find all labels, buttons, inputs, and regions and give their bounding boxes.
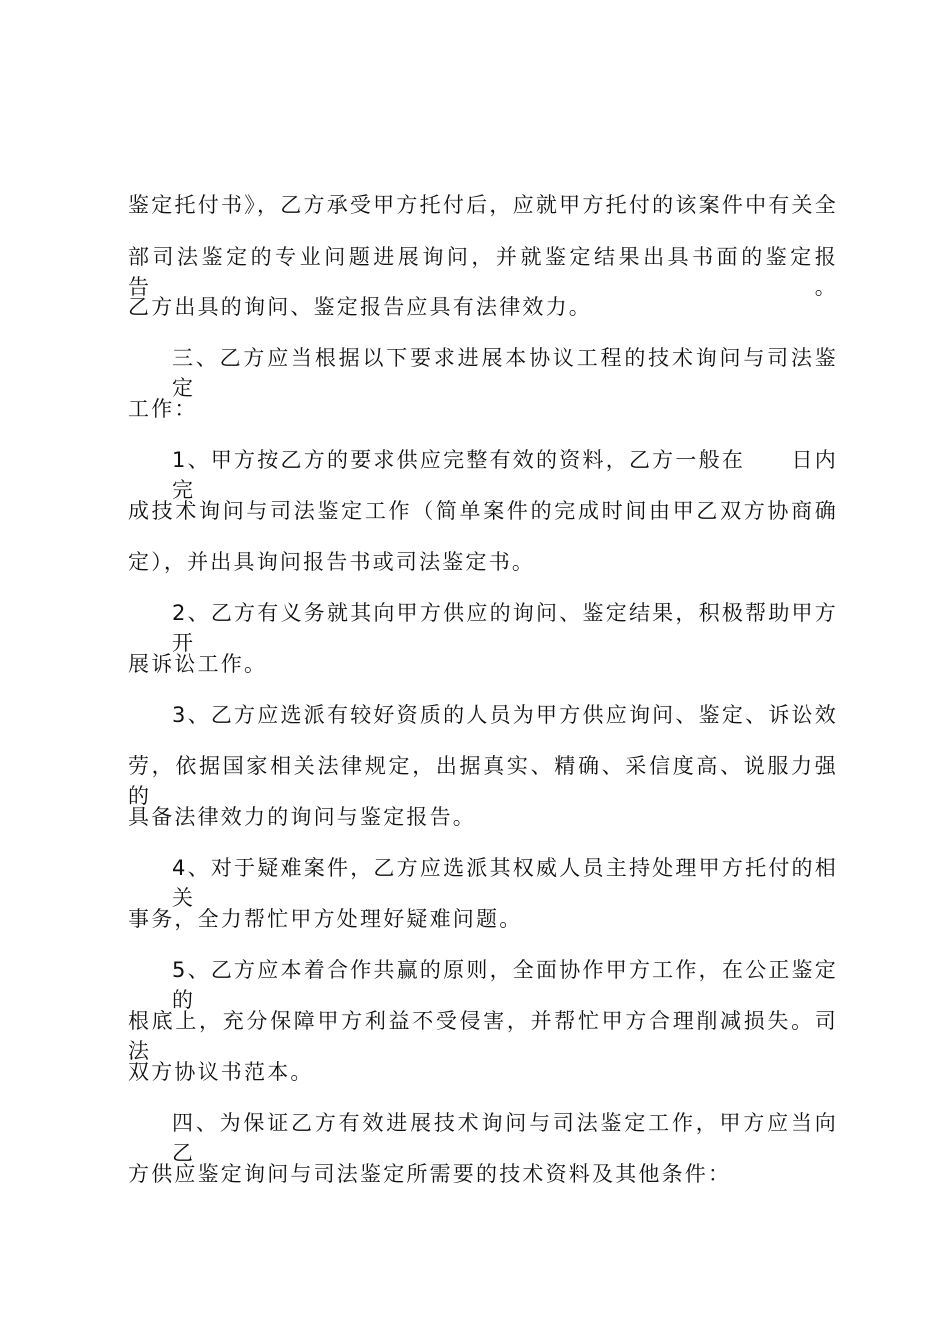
paragraph-line: 鉴定托付书》，乙方承受甲方托付后，应就甲方托付的该案件中有关全 bbox=[128, 193, 838, 217]
list-item-line: 2、乙方有义务就其向甲方供应的询问、鉴定结果，积极帮助甲方开 bbox=[172, 601, 838, 655]
list-item-line: 5、乙方应本着合作共赢的原则，全面协作甲方工作，在公正鉴定的 bbox=[172, 958, 838, 1012]
list-item-line: 成技术询问与司法鉴定工作（简单案件的完成时间由甲乙双方协商确 bbox=[128, 499, 838, 523]
list-item-line: 4、对于疑难案件，乙方应选派其权威人员主持处理甲方托付的相关 bbox=[172, 856, 838, 910]
list-item-line: 事务，全力帮忙甲方处理好疑难问题。 bbox=[128, 907, 523, 931]
list-item-line: 定），并出具询问报告书或司法鉴定书。 bbox=[128, 550, 536, 574]
list-item-line: 1、甲方按乙方的要求供应完整有效的资料，乙方一般在 日内完 bbox=[172, 448, 838, 502]
paragraph-line: 部司法鉴定的专业问题进展询问，并就鉴定结果出具书面的鉴定报告。 bbox=[128, 245, 838, 299]
section-heading-line: 工作： bbox=[128, 397, 198, 421]
section-heading-line: 三、乙方应当根据以下要求进展本协议工程的技术询问与司法鉴定 bbox=[172, 346, 838, 400]
paragraph-line: 乙方出具的询问、鉴定报告应具有法律效力。 bbox=[128, 295, 592, 319]
list-item-line: 根底上，充分保障甲方利益不受侵害，并帮忙甲方合理削减损失。司法 bbox=[128, 1009, 838, 1063]
section-heading-line: 四、为保证乙方有效进展技术询问与司法鉴定工作，甲方应当向乙 bbox=[172, 1111, 838, 1165]
list-item-line: 3、乙方应选派有较好资质的人员为甲方供应询问、鉴定、诉讼效 bbox=[172, 703, 838, 727]
list-item-line: 展诉讼工作。 bbox=[128, 652, 268, 676]
list-item-line: 劳，依据国家相关法律规定，出据真实、精确、采信度高、说服力强的 bbox=[128, 754, 838, 808]
list-item-line: 具备法律效力的询问与鉴定报告。 bbox=[128, 805, 476, 829]
list-item-line: 双方协议书范本。 bbox=[128, 1060, 314, 1084]
section-heading-line: 方供应鉴定询问与司法鉴定所需要的技术资料及其他条件： bbox=[128, 1162, 732, 1186]
